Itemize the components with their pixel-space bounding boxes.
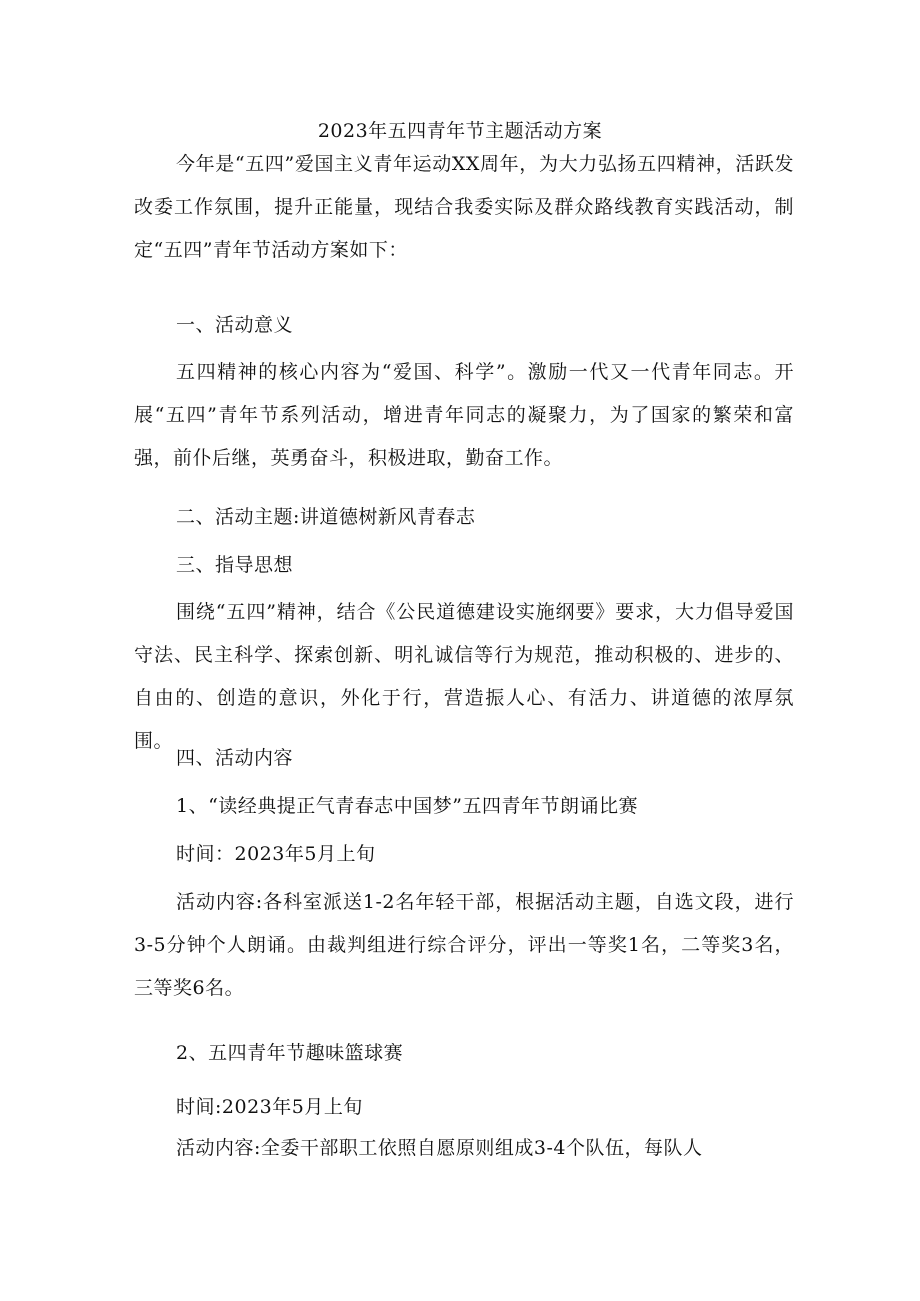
section3-body: 围绕“五四”精神，结合《公民道德建设实施纲要》要求，大力倡导爱国守法、民主科学、探索创新、明礼诚信等行为规范，推动积极的、进步的、自由的、创造的意识，外化于行，营造振人心、有活力、讲道德的浓厚氛围。 — [134, 601, 794, 752]
item2-title: 2、五四青年节趣味篮球赛 — [176, 1042, 404, 1064]
section1-body: 五四精神的核心内容为“爱国、科学”。激励一代又一代青年同志。开展“五四”青年节系列活动，增进青年同志的凝聚力，为了国家的繁荣和富强，前仆后继，英勇奋斗，积极进取，勤奋工作。 — [134, 361, 794, 469]
item2-content: 活动内容:全委干部职工依照自愿原则组成3-4个队伍，每队人 — [176, 1137, 703, 1159]
section2-heading: 二、活动主题:讲道德树新风青春志 — [176, 506, 476, 528]
section4-heading: 四、活动内容 — [176, 747, 294, 769]
item1-time: 时间：2023年5月上旬 — [176, 843, 376, 865]
document-title: 2023年五四青年节主题活动方案 — [317, 120, 603, 142]
section3-heading: 三、指导思想 — [176, 554, 294, 576]
item1-title: 1、“读经典提正气青春志中国梦”五四青年节朗诵比赛 — [176, 795, 639, 817]
item2-time: 时间:2023年5月上旬 — [176, 1096, 363, 1118]
item1-content: 活动内容:各科室派送1-2名年轻干部，根据活动主题，自选文段，进行3-5分钟个人朗诵。由裁判组进行综合评分，评出一等奖1名，二等奖3名，三等奖6名。 — [134, 891, 794, 999]
section1-heading: 一、活动意义 — [176, 314, 294, 336]
intro-paragraph: 今年是“五四”爱国主义青年运动XX周年，为大力弘扬五四精神，活跃发改委工作氛围，提升正能量，现结合我委实际及群众路线教育实践活动，制定“五四”青年节活动方案如下： — [134, 153, 794, 261]
